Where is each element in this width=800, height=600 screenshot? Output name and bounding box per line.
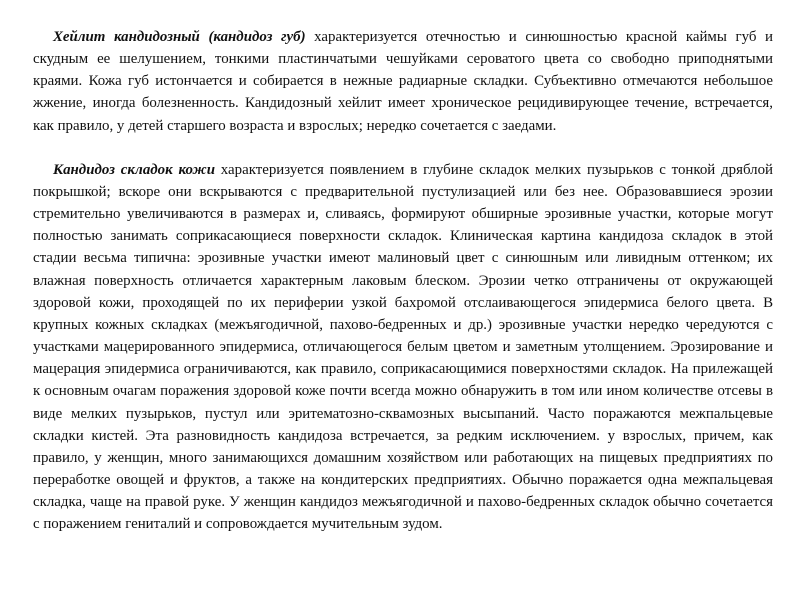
paragraph-spacer xyxy=(33,137,773,159)
term-skin-folds: Кандидоз складок кожи xyxy=(53,161,215,178)
paragraph-cheilitis xyxy=(33,26,773,137)
term-cheilitis: Хейлит кандидозный (кандидоз губ) xyxy=(53,29,306,45)
paragraph-skin-folds-text: характеризуется появлением в глубине складок мелких пузырьков с тонкой дряблой покрышкой; вскоре они вскрываются с предварительной пустулизацией или без нее. Образовавшиеся эрозии стремительно увеличиваются в размерах и, сливаясь, формируют обширные эрозивные участки, которые могут полностью занимать соприкасающиеся поверхности складок. Клиническая картина кандидоза складок в этой стадии весьма типична: эрозивные участки имеют малиновый цвет с синюшным или ливидным оттенком; их влажная поверхность отличается характерным лаковым блеском. Эрозии четко отграничены от окружающей здоровой кожи, проходящей по их периферии узкой бахромой отслаивающегося эпидермиса белого цвета. В крупных кожных складках (межъягодичной, пахово-бедренных и др.) эрозивные участки нередко чередуются с участками мацерированного эпидермиса, отличающегося белым цветом и заметным утолщением. Эрозирование и мацерация эпидермиса ограничиваются, как правило, соприкасающимися поверхностями складок. На прилежащей к основным очагам поражения здоровой коже почти всегда можно обнаружить в том или ином количестве отсевы в виде мелких пузырьков, пустул или эритематозно-сквамозных высыпаний. Часто поражаются межпальцевые складки кистей. Эта разновидность кандидоза встречается, за редким исключением. у взрослых, причем, как правило, у женщин, много занимающихся домашним хозяйством или работающих на пищевых предприятиях по переработке овощей и фруктов, а также на кондитерских предприятиях. Обычно поражается одна межпальцевая складка, чаще на правой руке. У женщин кандидоз межъягодичной и пахово-бедренных складок обычно сочетается с поражением гениталий и сопровождается мучительным зудом. xyxy=(33,161,773,533)
paragraph-cheilitis-text: характеризуется отечностью и синюшностью красной каймы губ и скудным ее шелушением, тонкими пластинчатыми чешуйками сероватого цвета со свободно приподнятыми краями. Кожа губ истончается и собирается в нежные радиарные складки. Субъективно отмечаются небольшое жжение, иногда болезненность. Кандидозный хейлит имеет хроническое рецидивирующее течение, встречается, как правило, у детей старшего возраста и взрослых; нередко сочетается с заедами. xyxy=(33,29,773,134)
document-page xyxy=(33,26,773,535)
paragraph-skin-folds xyxy=(33,159,773,536)
